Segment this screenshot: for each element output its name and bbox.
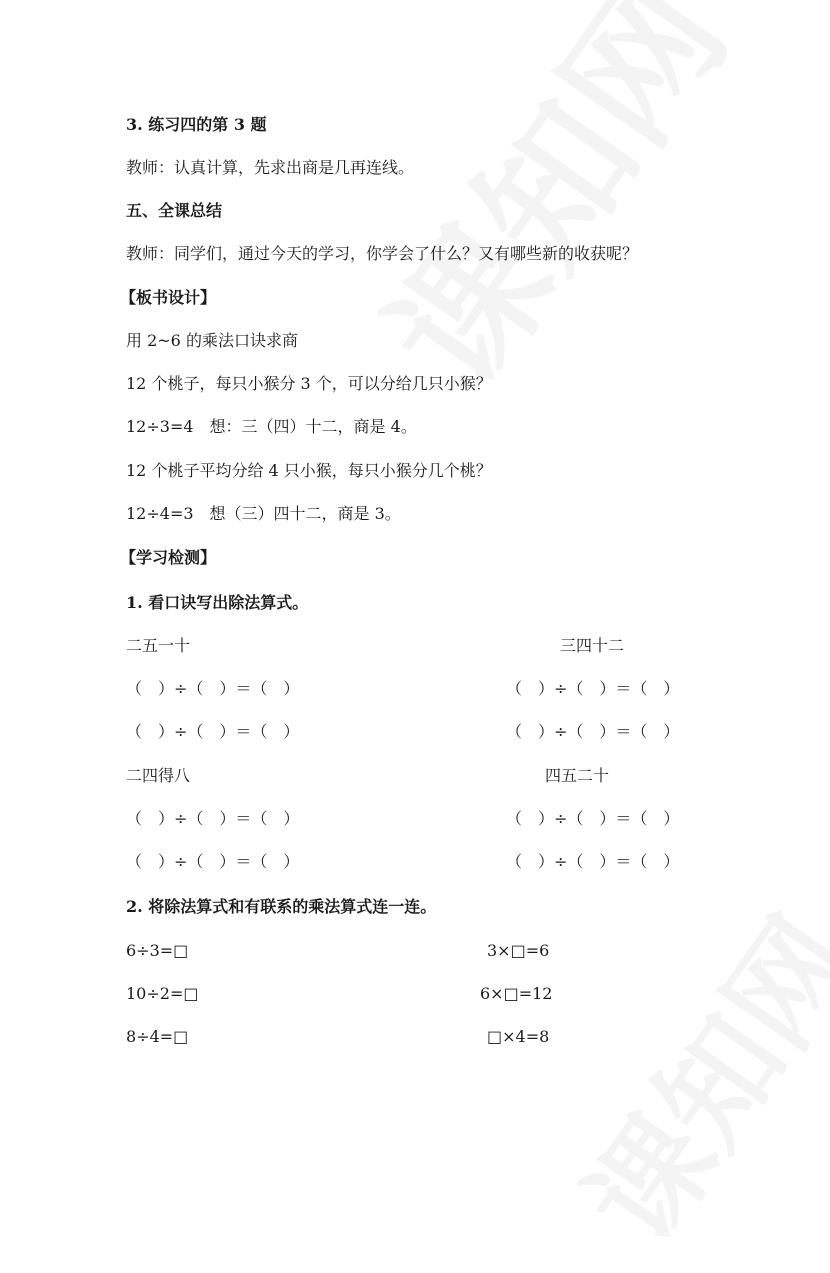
multiplication-item[interactable]: 6×□=12 xyxy=(480,984,553,1003)
multiplication-item[interactable]: □×4=8 xyxy=(487,1027,550,1046)
question-2-title: 2. 将除法算式和有联系的乘法算式连一连。 xyxy=(126,897,437,916)
blank-equation[interactable]: （ ）÷（ ）＝（ ） xyxy=(506,809,680,828)
rhyme-left-bottom: 二四得八 xyxy=(126,766,191,785)
board-line-3: 12÷3=4 想：三（四）十二，商是 4。 xyxy=(126,417,417,436)
division-item[interactable]: 6÷3=□ xyxy=(126,941,189,960)
watermark-bottom xyxy=(540,879,830,1273)
multiplication-item[interactable]: 3×□=6 xyxy=(487,941,550,960)
board-line-1: 用 2~6 的乘法口诀求商 xyxy=(126,331,298,350)
rhyme-right-bottom: 四五二十 xyxy=(545,766,610,785)
blank-equation[interactable]: （ ）÷（ ）＝（ ） xyxy=(126,722,300,741)
exercise-heading: 3. 练习四的第 3 题 xyxy=(126,115,267,134)
blank-equation[interactable]: （ ）÷（ ）＝（ ） xyxy=(506,852,680,871)
board-line-5: 12÷4=3 想（三）四十二，商是 3。 xyxy=(126,504,401,523)
division-item[interactable]: 10÷2=□ xyxy=(126,984,199,1003)
blank-equation[interactable]: （ ）÷（ ）＝（ ） xyxy=(126,679,300,698)
blank-equation[interactable]: （ ）÷（ ）＝（ ） xyxy=(126,852,300,871)
test-heading: 【学习检测】 xyxy=(120,548,217,567)
board-line-4: 12 个桃子平均分给 4 只小猴，每只小猴分几个桃？ xyxy=(126,461,492,480)
blank-equation[interactable]: （ ）÷（ ）＝（ ） xyxy=(506,679,680,698)
teacher-line-1: 教师：认真计算，先求出商是几再连线。 xyxy=(126,158,415,177)
blank-equation[interactable]: （ ）÷（ ）＝（ ） xyxy=(126,809,300,828)
teacher-line-2: 教师：同学们，通过今天的学习，你学会了什么？又有哪些新的收获呢？ xyxy=(126,244,639,263)
rhyme-left-top: 二五一十 xyxy=(126,636,191,655)
blank-equation[interactable]: （ ）÷（ ）＝（ ） xyxy=(506,722,680,741)
rhyme-right-top: 三四十二 xyxy=(560,636,625,655)
summary-heading: 五、全课总结 xyxy=(126,201,223,220)
question-1-title: 1. 看口诀写出除法算式。 xyxy=(126,593,309,612)
watermark xyxy=(330,0,765,424)
board-design-heading: 【板书设计】 xyxy=(120,288,217,307)
division-item[interactable]: 8÷4=□ xyxy=(126,1027,189,1046)
board-line-2: 12 个桃子，每只小猴分 3 个，可以分给几只小猴？ xyxy=(126,374,492,393)
